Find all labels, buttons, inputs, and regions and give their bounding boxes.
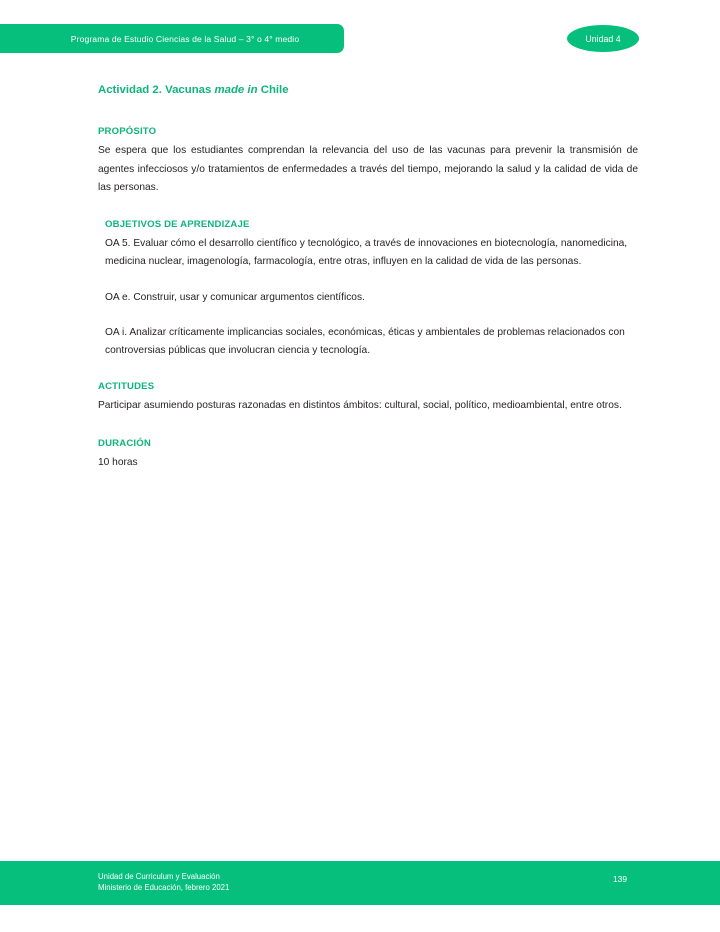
section-objetivos xyxy=(98,219,638,361)
activity-title-italic: made in xyxy=(214,84,258,96)
page-content xyxy=(98,84,638,473)
page-number: 139 xyxy=(613,874,627,884)
footer-line-unit: Unidad de Curriculum y Evaluación xyxy=(98,872,220,881)
activity-title-prefix: Actividad 2. Vacunas xyxy=(98,84,215,96)
objetivo-item: OA e. Construir, usar y comunicar argumentos científicos. xyxy=(105,291,365,303)
section-duracion xyxy=(98,438,638,473)
section-actitudes-body: Participar asumiendo posturas razonadas en distintos ámbitos: cultural, social, político, medioambiental, entre otros. xyxy=(98,400,622,412)
section-proposito-body: Se espera que los estudiantes comprendan la relevancia del uso de las vacunas para prevenir la transmisión de agentes infecciosos y/o tratamientos de enfermedades a través del tiempo, mejorando la salud y la calidad de vida de las personas. xyxy=(98,145,638,193)
section-actitudes xyxy=(98,381,638,416)
footer-credits xyxy=(98,871,229,894)
footer-line-ministry: Ministerio de Educación, febrero 2021 xyxy=(98,883,230,893)
section-duracion-heading: DURACIÓN xyxy=(98,437,151,449)
section-actitudes-heading: ACTITUDES xyxy=(98,380,155,392)
unit-badge xyxy=(567,25,639,52)
objetivo-item: OA 5. Evaluar cómo el desarrollo científico y tecnológico, a través de innovaciones en biotecnología, nanomedicina, medicina nuclear, imagenología, farmacología, entre otras, influyen en la calidad de vida de las personas. xyxy=(105,237,628,268)
objetivo-item: OA i. Analizar críticamente implicancias sociales, económicas, éticas y ambientales de problemas relacionados con controversias públicas que involucran ciencia y tecnología. xyxy=(105,327,625,357)
section-duracion-body: 10 horas xyxy=(98,457,138,469)
section-proposito-heading: PROPÓSITO xyxy=(98,125,157,137)
section-proposito xyxy=(98,126,638,198)
activity-title-suffix: Chile xyxy=(257,84,289,96)
page-title xyxy=(98,84,638,98)
header-program-band xyxy=(0,24,344,53)
header-program-label: Programa de Estudio Ciencias de la Salud – 3° o 4° medio xyxy=(70,33,300,44)
section-objetivos-heading: OBJETIVOS DE APRENDIZAJE xyxy=(105,219,250,231)
unit-badge-label: Unidad 4 xyxy=(585,33,621,44)
